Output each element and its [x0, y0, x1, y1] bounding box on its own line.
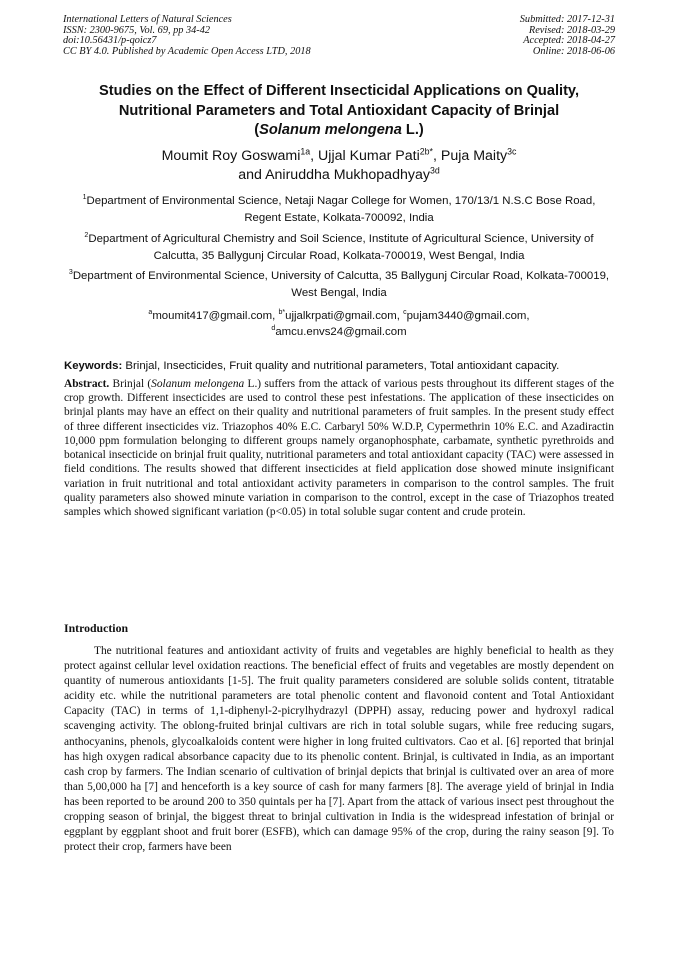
author-line-2	[40, 166, 638, 185]
affiliation-text: Department of Agricultural Chemistry and Soil Science, Institute of Agricultural Science, University of Calcutta, 35 Ballygunj Circular Road, Kolkata-700019, West Bengal, India	[88, 233, 594, 262]
accepted-date: Accepted: 2018-04-27	[523, 35, 615, 47]
email-list: $^a$moumit417@gmail.com, $^{b*}$ujjalkrpati@gmail.com, $^c$pujam3440@gmail.com, $^d$amcu.envs24@gmail.com	[148, 309, 530, 338]
introduction-paragraph: The nutritional features and antioxidant activity of fruits and vegetables are highly beneficial to health as they protect against cellular level oxidation reactions. The beneficial effect of fruits and vegetables are mostly dependent on quantity of numerous antioxidants [1-5]. The fruit quality parameters considered are soluble solids content, titratable acidity etc. while the nutritional parameters are total phenolic content and flavonoid content and Total Antioxidant Capacity (TAC) in terms of 1,1-diphenyl-2-picrylhydrazyl (DPPH) assay, reducing power and hydroxyl radical scavenging activity. The oblong-fruited brinjal cultivars are rich in total soluble sugars, while free reducing sugars, anthocyanins, phenols, glycoalkaloids content were higher in long fruited cultivators. Cao et al. [6] reported that brinjal has high oxygen radical absorbance capacity due to its phenolic content. Brinjal, is cultivated in India, as an important cash crop by farmers. The Indian scenario of cultivation of brinjal depicts that brinjal is cultivated over an area of more than 5,00,000 ha [7] and henceforth is a key source of cash for many farmers [8]. The average yield of brinjal in India has been reported to be around 200 to 350 quintals per ha [7]. Apart from the attack of various insect pest throughout the cropping season of brinjal, the biggest threat to brinjal cultivation in India is the widespread infestation of brinjal or eggplant by eggplant shoot and fruit borer (ESFB), which can damage 95% of the crop, during the rainy season [9]. To protect their crop, farmers have been	[64, 645, 614, 854]
title-species: Solanum melongena	[259, 122, 402, 139]
paper-title	[40, 82, 638, 141]
journal-issn: ISSN: 2300-9675, Vol. 69, pp 34-42	[63, 24, 211, 36]
journal-header-right	[520, 15, 615, 57]
submitted-date: Submitted: 2017-12-31	[519, 14, 615, 25]
affiliation-number: 3	[68, 269, 73, 277]
author-affiliation-mark: 3c	[507, 146, 517, 157]
title-line-3	[40, 121, 638, 141]
revised-date: Revised: 2018-03-29	[528, 24, 615, 36]
title-open-paren: (	[254, 122, 260, 139]
affiliation-number: 1	[82, 194, 87, 202]
author-line-1: Moumit Roy Goswami$^{1a}$, Ujjal Kumar Pati$^{2b*}$, Puja Maity$^{3c}$	[161, 146, 517, 164]
author-name: Puja Maity	[440, 148, 508, 164]
article-doi: doi:10.56431/p-qoicz7	[63, 35, 157, 47]
affiliation-number: 2	[84, 232, 89, 240]
affiliation-text: Department of Environmental Science, University of Calcutta, 35 Ballygunj Circular Road, Kolkata-700019, West Bengal, India	[72, 270, 610, 299]
license-line: CC BY 4.0. Published by Academic Open Access LTD, 2018	[63, 45, 311, 57]
author-name: Ujjal Kumar Pati	[318, 148, 420, 164]
online-date: Online: 2018-06-06	[532, 45, 615, 57]
email-link[interactable]: amcu.envs24@gmail.com	[275, 325, 407, 338]
author-affiliation-mark: 1a	[300, 146, 311, 157]
author-name: and Aniruddha Mukhopadhyay	[238, 167, 430, 183]
email-link[interactable]: moumit417@gmail.com,	[152, 310, 279, 322]
email-link[interactable]: pujam3440@gmail.com,	[406, 310, 530, 322]
affiliation-2	[64, 231, 614, 264]
email-link[interactable]: ujjalkrpati@gmail.com,	[285, 310, 404, 322]
abstract-label: Abstract.	[64, 378, 110, 390]
affiliation-1	[64, 193, 614, 226]
journal-header-left	[63, 15, 311, 57]
affiliation-text: Department of Environmental Science, Netaji Nagar College for Women, 170/13/1 N.S.C Bose Road, Regent Estate, Kolkata-700092, India	[86, 195, 596, 224]
keywords	[64, 359, 624, 374]
journal-name: International Letters of Natural Sciences	[63, 14, 232, 25]
author-name: Moumit Roy Goswami	[161, 148, 301, 164]
author-affiliation-mark: 2b*	[419, 146, 433, 157]
title-authority: L.)	[401, 122, 424, 139]
author-list	[40, 147, 638, 185]
keywords-label: Keywords:	[64, 360, 123, 372]
affiliation-3	[64, 268, 614, 301]
section-heading-introduction: Introduction	[64, 621, 129, 635]
author-affiliation-mark: 3d	[429, 165, 440, 176]
abstract: Abstract. Brinjal (Solanum melongena L.) suffers from the attack of various pests throughout its different stages of the crop growth. Different insecticides are used to control these pest infestations. The application of these insecticides on brinjal plants may have an effect on their quality and nutritional parameters of fruit samples. In the present study effect of three different insecticides viz. Triazophos 40% E.C. Carbaryl 50% W.D.P, Cypermethrin 10% E.C. and Azadiractin 10,000 ppm formulation belonging to different groups namely organophosphate, carbamate, synthetic pyrethroids and botanical insecticide on brinjal fruit quality, nutritional parameters and total antioxidant capacity (TAC) were assessed in field conditions. The results showed that different insecticides at field application dose showed minute insignificant variation in fruit nutritional and total antioxidant activity parameters in comparison to the control samples. The fruit quality parameters also showed minute variation in comparison to the control, except in the case of Triazophos treated samples which showed significant variation (p<0.05) in total soluble sugar content and crude protein.	[64, 378, 614, 518]
title-line-2: Nutritional Parameters and Total Antioxidant Capacity of Brinjal	[118, 102, 560, 119]
keywords-text: Brinjal, Insecticides, Fruit quality and nutritional parameters, Total antioxidant capacity.	[122, 360, 560, 372]
abstract-species: Solanum melongena	[151, 378, 245, 390]
title-line-1: Studies on the Effect of Different Insecticidal Applications on Quality,	[98, 83, 580, 99]
